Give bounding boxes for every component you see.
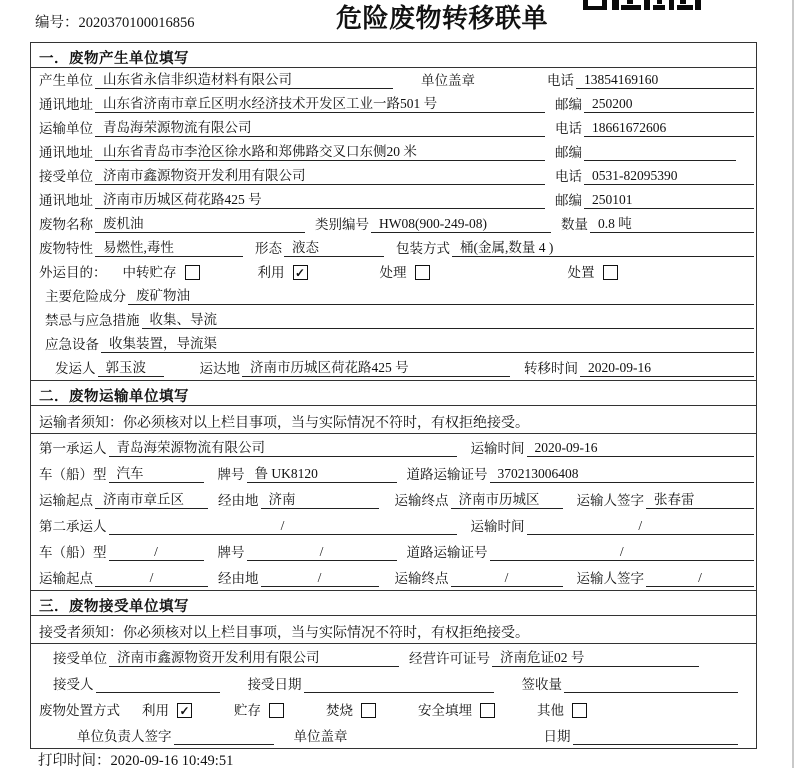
field-label: 外运目的： bbox=[39, 265, 107, 281]
field-label: 形态 bbox=[255, 241, 282, 257]
field-label: 签收量 bbox=[521, 677, 562, 693]
checkbox-label: 处理 bbox=[379, 265, 407, 281]
field-value: 废矿物油 bbox=[128, 288, 754, 305]
checkbox-label: 贮存 bbox=[234, 703, 261, 719]
field-value: 2020-09-16 bbox=[580, 360, 754, 377]
field-label: 应急设备 bbox=[45, 337, 99, 353]
form-row bbox=[31, 512, 756, 538]
field-label: 邮编 bbox=[555, 193, 582, 209]
form-row bbox=[31, 696, 756, 722]
form-row bbox=[31, 434, 756, 460]
checkbox-unchecked bbox=[185, 265, 200, 280]
checkbox-label: 利用 bbox=[257, 265, 285, 281]
field-label: 发运人 bbox=[55, 361, 96, 377]
form-row bbox=[31, 116, 756, 140]
field-value bbox=[96, 677, 220, 693]
field-value: 250200 bbox=[584, 96, 754, 113]
checkbox-unchecked bbox=[269, 703, 284, 718]
checkbox-unchecked bbox=[361, 703, 376, 718]
stamp-text: 单位盖章 bbox=[293, 729, 348, 745]
field-label: 运输时间 bbox=[470, 519, 525, 535]
checkbox-label: 焚烧 bbox=[326, 703, 353, 719]
field-label: 接受单位 bbox=[39, 169, 93, 185]
field-value: 济南 bbox=[261, 492, 379, 509]
field-label: 日期 bbox=[543, 729, 571, 745]
field-label: 电话 bbox=[555, 121, 582, 137]
checkbox-unchecked bbox=[603, 265, 618, 280]
field-value: 济南市历城区 bbox=[451, 492, 563, 509]
form-row bbox=[31, 670, 756, 696]
form-row bbox=[31, 644, 756, 670]
field-label: 第一承运人 bbox=[39, 441, 107, 457]
field-label: 第二承运人 bbox=[39, 519, 107, 535]
field-label: 邮编 bbox=[555, 145, 582, 161]
section bbox=[31, 43, 756, 380]
section bbox=[31, 590, 756, 748]
checkbox-unchecked bbox=[415, 265, 430, 280]
field-label: 运输终点 bbox=[394, 571, 449, 587]
serial-label: 编号： bbox=[35, 15, 79, 31]
field-value: 济南市章丘区 bbox=[95, 492, 208, 509]
field-label: 经营许可证号 bbox=[409, 651, 490, 667]
form-row bbox=[31, 356, 756, 380]
field-value: 0531-82095390 bbox=[584, 168, 754, 185]
field-label: 电话 bbox=[547, 73, 574, 89]
field-label: 数量 bbox=[561, 217, 588, 233]
field-label: 车（船）型 bbox=[39, 545, 107, 561]
form-row bbox=[31, 308, 756, 332]
field-value: 济南危证02 号 bbox=[492, 650, 699, 667]
field-value: / bbox=[261, 570, 379, 587]
field-label: 废物处置方式 bbox=[39, 703, 120, 719]
field-value: / bbox=[527, 518, 755, 535]
field-value: 青岛海荣源物流有限公司 bbox=[95, 120, 545, 137]
form-row bbox=[31, 722, 756, 748]
field-value: 济南市鑫源物资开发利用有限公司 bbox=[95, 168, 545, 185]
field-label: 运输终点 bbox=[394, 493, 449, 509]
field-value: / bbox=[490, 544, 755, 561]
section-heading: 三．废物接受单位填写 bbox=[31, 591, 756, 616]
print-time-label: 打印时间： bbox=[38, 753, 111, 769]
form-row bbox=[31, 460, 756, 486]
field-value: 18661672606 bbox=[584, 120, 754, 137]
form-row bbox=[31, 92, 756, 116]
field-value: / bbox=[109, 544, 204, 561]
checkbox-label: 安全填埋 bbox=[418, 703, 472, 719]
field-value: 鲁 UK8120 bbox=[247, 466, 397, 483]
field-value: 2020-09-16 bbox=[527, 440, 755, 457]
serial-value: 2020370100016856 bbox=[78, 15, 195, 31]
section-heading: 一．废物产生单位填写 bbox=[31, 43, 756, 68]
field-label: 牌号 bbox=[217, 545, 245, 561]
field-label: 邮编 bbox=[555, 97, 582, 113]
form-row bbox=[31, 236, 756, 260]
field-value bbox=[584, 145, 736, 161]
form-row bbox=[31, 212, 756, 236]
field-label: 包装方式 bbox=[396, 241, 450, 257]
field-value: 青岛海荣源物流有限公司 bbox=[109, 440, 457, 457]
field-value: 山东省济南市章丘区明水经济技术开发区工业一路501 号 bbox=[95, 96, 545, 113]
field-label: 通讯地址 bbox=[39, 145, 93, 161]
notice-text: 运输者须知：你必须核对以上栏目事项，当与实际情况不符时，有权拒绝接受。 bbox=[31, 406, 756, 434]
field-value: 收集、导流 bbox=[142, 312, 755, 329]
field-value bbox=[573, 729, 739, 745]
field-label: 运达地 bbox=[199, 361, 240, 377]
field-value: 0.8 吨 bbox=[590, 216, 754, 233]
field-value: 汽车 bbox=[109, 466, 204, 483]
field-value: 张春雷 bbox=[646, 492, 754, 509]
field-value: / bbox=[95, 570, 208, 587]
section-heading: 二．废物运输单位填写 bbox=[31, 381, 756, 406]
field-value: 废机油 bbox=[95, 216, 305, 233]
field-label: 运输单位 bbox=[39, 121, 93, 137]
print-time bbox=[38, 749, 233, 770]
field-label: 道路运输证号 bbox=[406, 545, 488, 561]
page-edge-line bbox=[792, 0, 794, 768]
field-value: / bbox=[451, 570, 563, 587]
form-row bbox=[31, 68, 756, 92]
field-label: 牌号 bbox=[217, 467, 245, 483]
field-label: 道路运输证号 bbox=[406, 467, 488, 483]
field-value bbox=[564, 677, 738, 693]
field-label: 车（船）型 bbox=[39, 467, 107, 483]
field-label: 运输起点 bbox=[39, 493, 93, 509]
checkbox-label: 其他 bbox=[537, 703, 564, 719]
field-label: 电话 bbox=[555, 169, 582, 185]
field-label: 废物名称 bbox=[39, 217, 93, 233]
field-label: 废物特性 bbox=[39, 241, 93, 257]
field-value: HW08(900-249-08) bbox=[371, 216, 551, 233]
field-label: 接受人 bbox=[53, 677, 94, 693]
qr-code-fragment bbox=[583, 0, 703, 11]
field-label: 运输人签字 bbox=[576, 571, 644, 587]
field-label: 运输时间 bbox=[470, 441, 525, 457]
checkbox-unchecked bbox=[480, 703, 495, 718]
field-label: 经由地 bbox=[218, 571, 259, 587]
section bbox=[31, 380, 756, 590]
field-value: 郭玉波 bbox=[98, 360, 164, 377]
page-title: 危险废物转移联单 bbox=[336, 4, 549, 33]
field-value: 250101 bbox=[584, 192, 754, 209]
field-value: 济南市历城区荷花路425 号 bbox=[95, 192, 545, 209]
field-value: 济南市鑫源物资开发利用有限公司 bbox=[109, 650, 399, 667]
document-header bbox=[0, 0, 796, 42]
field-label: 通讯地址 bbox=[39, 97, 93, 113]
print-time-value: 2020-09-16 10:49:51 bbox=[110, 753, 234, 769]
field-label: 单位负责人签字 bbox=[77, 729, 172, 745]
form-row bbox=[31, 188, 756, 212]
field-value: / bbox=[109, 518, 457, 535]
field-value bbox=[174, 729, 274, 745]
field-label: 接受单位 bbox=[53, 651, 107, 667]
manifest-table bbox=[30, 42, 757, 749]
field-value: / bbox=[646, 570, 754, 587]
form-row bbox=[31, 140, 756, 164]
checkbox-unchecked bbox=[572, 703, 587, 718]
form-row bbox=[31, 564, 756, 590]
field-label: 禁忌与应急措施 bbox=[45, 313, 140, 329]
field-value: 液态 bbox=[284, 240, 384, 257]
form-row bbox=[31, 538, 756, 564]
field-label: 运输起点 bbox=[39, 571, 93, 587]
field-value bbox=[304, 677, 494, 693]
field-value: 13854169160 bbox=[576, 72, 754, 89]
field-value: 济南市历城区荷花路425 号 bbox=[242, 360, 510, 377]
checkbox-label: 利用 bbox=[142, 703, 169, 719]
field-label: 运输人签字 bbox=[576, 493, 644, 509]
notice-text: 接受者须知：你必须核对以上栏目事项，当与实际情况不符时，有权拒绝接受。 bbox=[31, 616, 756, 644]
field-label: 经由地 bbox=[218, 493, 259, 509]
serial-number bbox=[35, 11, 195, 32]
field-value: 易燃性,毒性 bbox=[95, 240, 243, 257]
form-row bbox=[31, 164, 756, 188]
form-row bbox=[31, 332, 756, 356]
field-label: 通讯地址 bbox=[39, 193, 93, 209]
checkbox-label: 中转贮存 bbox=[122, 265, 177, 281]
field-label: 产生单位 bbox=[39, 73, 93, 89]
field-value: 收集装置，导流渠 bbox=[101, 336, 754, 353]
field-value: 370213006408 bbox=[490, 466, 755, 483]
field-label: 接受日期 bbox=[247, 677, 302, 693]
field-label: 转移时间 bbox=[524, 361, 578, 377]
checkbox-label: 处置 bbox=[567, 265, 595, 281]
form-row bbox=[31, 284, 756, 308]
field-label: 主要危险成分 bbox=[45, 289, 126, 305]
field-value: 山东省青岛市李沧区徐水路和郑佛路交叉口东侧20 米 bbox=[95, 144, 545, 161]
stamp-text: 单位盖章 bbox=[421, 73, 475, 89]
field-value: / bbox=[247, 544, 397, 561]
field-label: 类别编号 bbox=[315, 217, 369, 233]
checkbox-checked: ✓ bbox=[293, 265, 308, 280]
checkbox-checked: ✓ bbox=[177, 703, 192, 718]
form-row bbox=[31, 260, 756, 284]
form-row bbox=[31, 486, 756, 512]
field-value: 山东省永信非织造材料有限公司 bbox=[95, 72, 393, 89]
field-value: 桶(金属,数量 4 ) bbox=[452, 240, 754, 257]
